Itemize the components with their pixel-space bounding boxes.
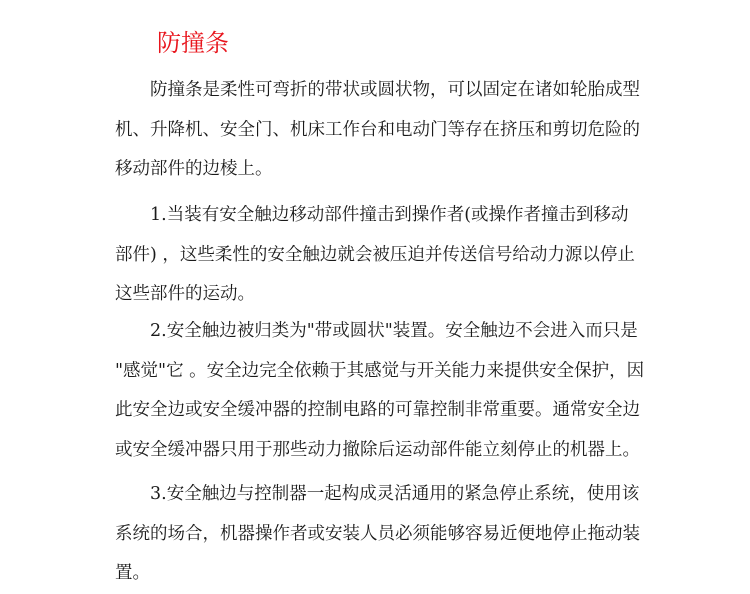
paragraph-point-1 — [115, 196, 655, 315]
paragraph-line: 2.安全触边被归类为"带或圆状"装置。安全触边不会进入而只是 — [150, 321, 638, 341]
paragraph-line: 或安全缓冲器只用于那些动力撤除后运动部件能立刻停止的机器上。 — [115, 439, 640, 460]
paragraph-line: 1.当装有安全触边移动部件撞击到操作者(或操作者撞击到移动 — [150, 205, 629, 225]
paragraph-point-3 — [115, 475, 655, 594]
paragraph-line: 这些部件的运动。 — [115, 284, 255, 305]
paragraph-line: 系统的场合，机器操作者或安装人员必须能够容易近便地停止拖动装 — [115, 523, 640, 544]
paragraph-line: 部件) ，这些柔性的安全触边就会被压迫并传送信号给动力源以停止 — [115, 244, 635, 265]
document-title: 防撞条 — [157, 29, 229, 57]
paragraph-line: "感觉"它 。安全边完全依赖于其感觉与开关能力来提供安全保护，因 — [115, 360, 645, 381]
paragraph-line: 此安全边或安全缓冲器的控制电路的可靠控制非常重要。通常安全边 — [115, 400, 640, 421]
paragraph-line: 3.安全触边与控制器一起构成灵活通用的紧急停止系统，使用该 — [150, 484, 640, 504]
paragraph-line: 防撞条是柔性可弯折的带状或圆状物，可以固定在诸如轮胎成型 — [150, 80, 640, 100]
paragraph-point-2 — [115, 312, 655, 470]
paragraph-line: 机、升降机、安全门、机床工作台和电动门等存在挤压和剪切危险的 — [115, 119, 640, 140]
paragraph-line: 移动部件的边棱上。 — [115, 159, 273, 180]
paragraph-line: 置。 — [115, 563, 150, 584]
paragraph-intro — [115, 71, 655, 190]
